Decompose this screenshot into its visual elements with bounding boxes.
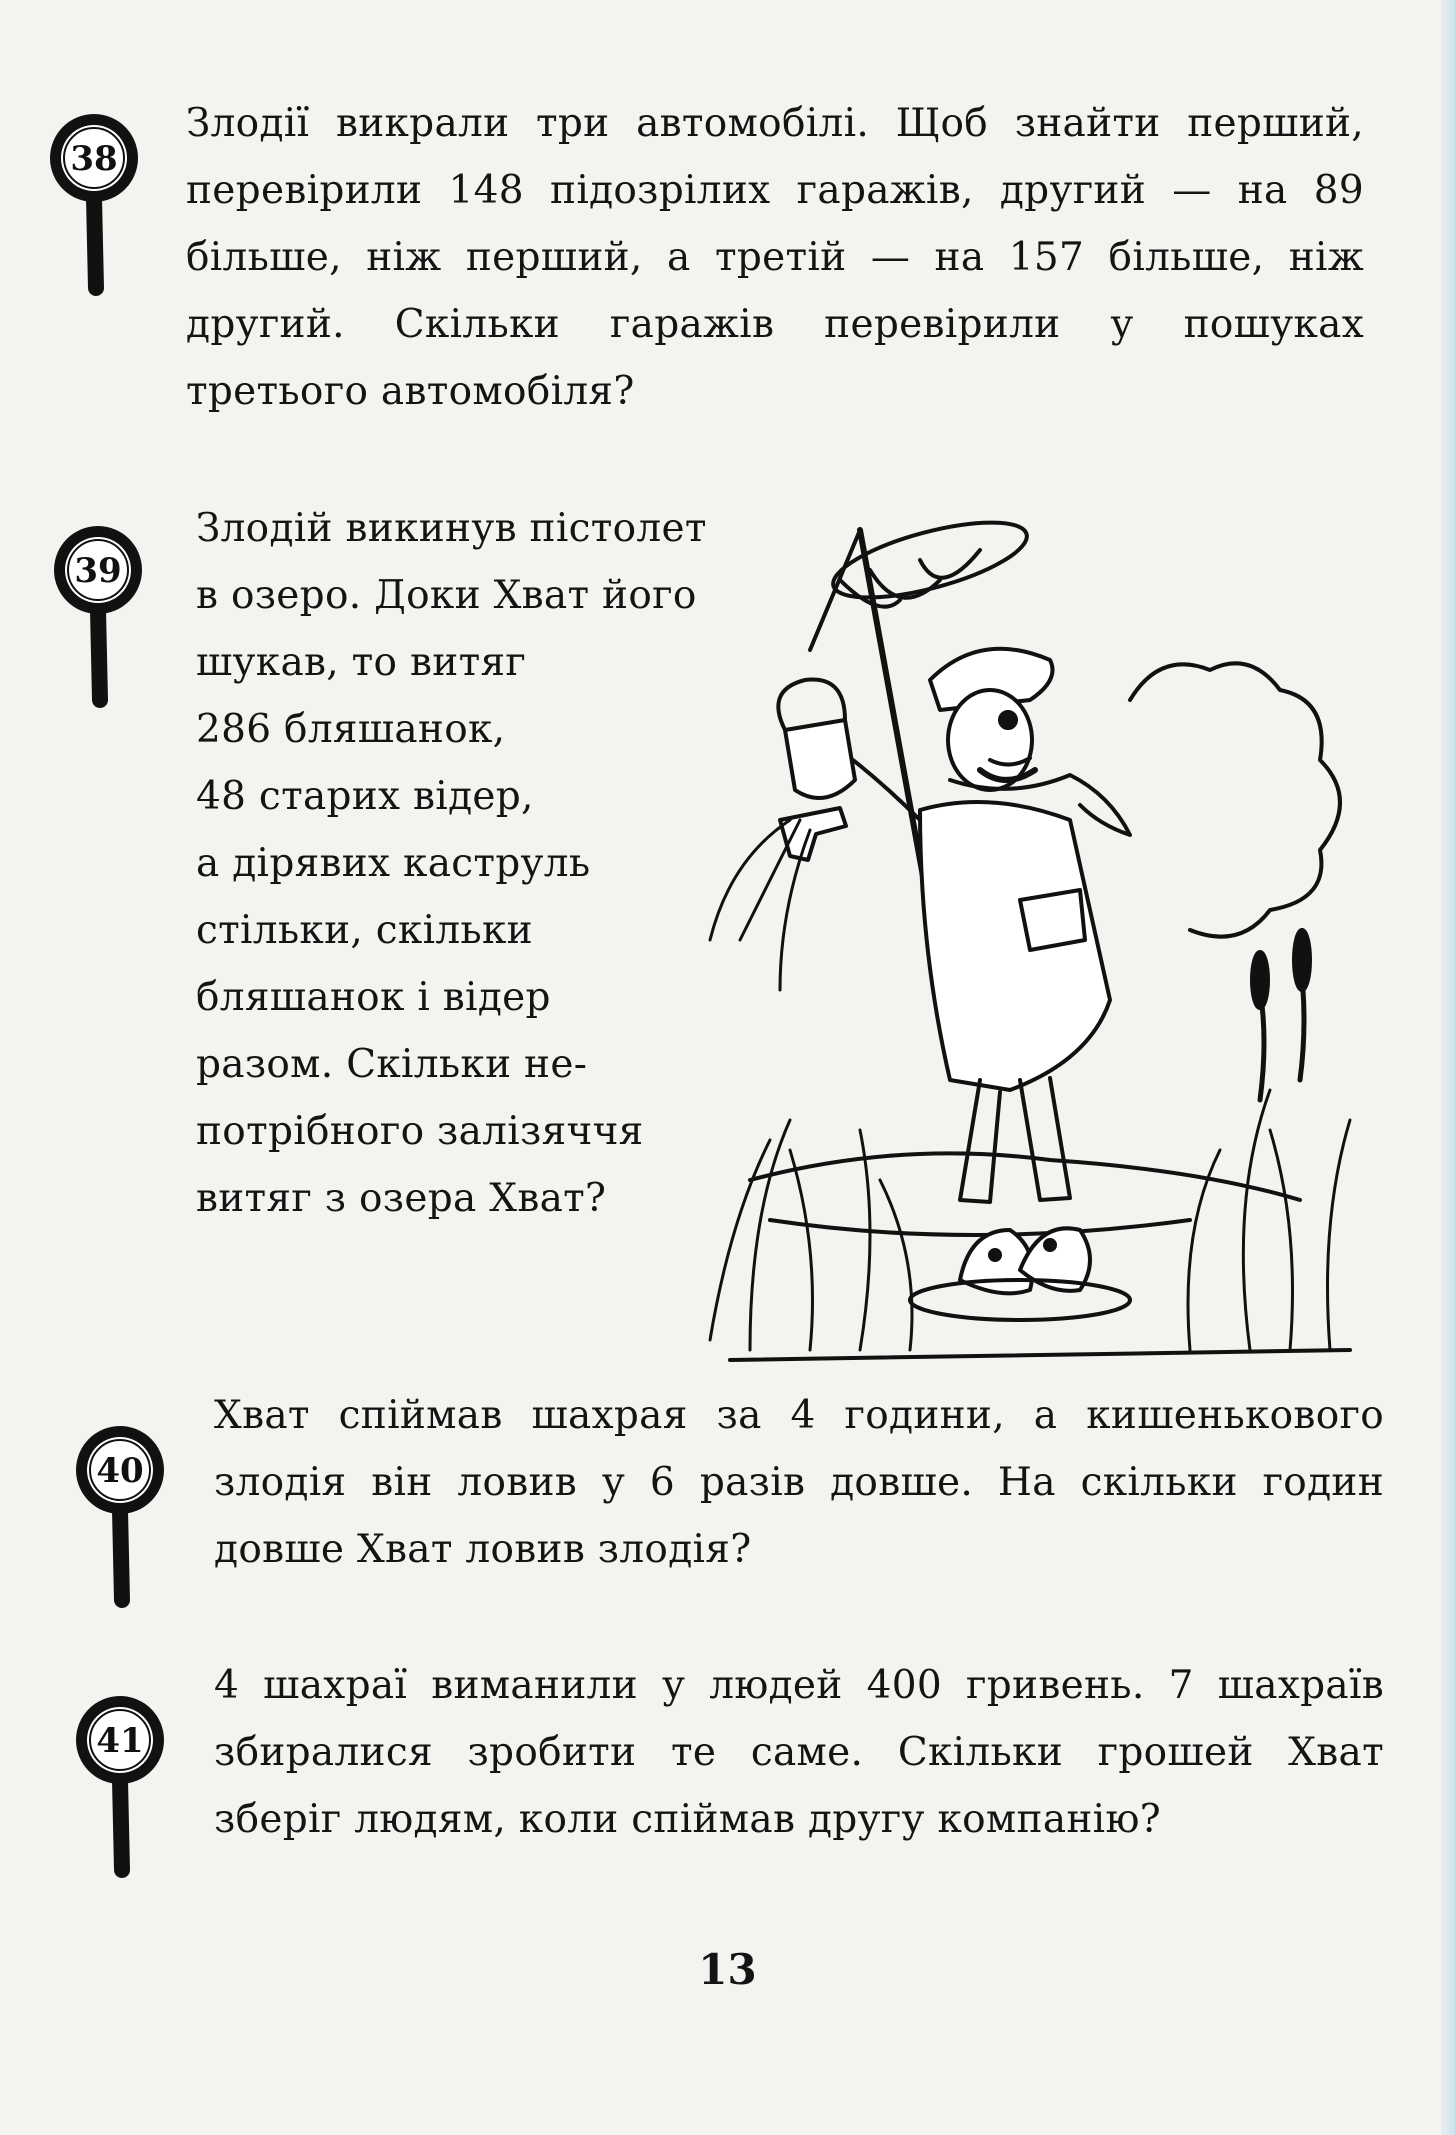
problem-39-line: потрібного залізяччя: [196, 1109, 644, 1154]
problem-39-line: в озеро. Доки Хват його: [196, 573, 697, 618]
magnifier-icon: [68, 1420, 168, 1620]
problem-39-line: витяг з озера Хват?: [196, 1176, 607, 1221]
problem-41-text: 4 шахраї виманили у людей 400 гривень. 7 шахраїв збиралися зробити те саме. Скільки грошей Хват зберіг людям, коли спіймав другу компанію?: [214, 1663, 1384, 1842]
problem-39-line: шукав, то витяг: [196, 640, 527, 685]
page-number: 13: [698, 1945, 757, 1994]
svg-text:39: 39: [74, 551, 122, 591]
magnifier-icon: [46, 520, 146, 720]
problem-39-line: стільки, скільки: [196, 908, 533, 953]
magnifier-icon: [42, 108, 142, 308]
problem-39-line: бляшанок і відер: [196, 975, 551, 1020]
problem-39-line: разом. Скільки не-: [196, 1042, 588, 1087]
page-edge: [1441, 0, 1455, 2135]
svg-text:38: 38: [70, 139, 118, 179]
problem-39-line: а дірявих каструль: [196, 841, 591, 886]
problem-38-text: Злодії викрали три автомобілі. Щоб знайти перший, перевірили 148 підозрілих гаражів, другий — на 89 більше, ніж перший, а третій — на 157 більше, ніж другий. Скільки гаражів перевірили у пошуках третього автомобіля?: [186, 101, 1364, 414]
svg-text:41: 41: [96, 1721, 144, 1761]
magnifier-icon: [68, 1690, 168, 1890]
svg-text:40: 40: [96, 1451, 144, 1491]
problem-40-text: Хват спіймав шахрая за 4 години, а кишенькового злодія він ловив у 6 разів довше. На скільки годин довше Хват ловив злодія?: [214, 1393, 1384, 1572]
problem-39-line: Злодій викинув пістолет: [196, 506, 707, 551]
fisherman-illustration: [690, 520, 1370, 1370]
problem-39-line: 48 старих відер,: [196, 774, 534, 819]
problem-39-line: 286 бляшанок,: [196, 707, 506, 752]
